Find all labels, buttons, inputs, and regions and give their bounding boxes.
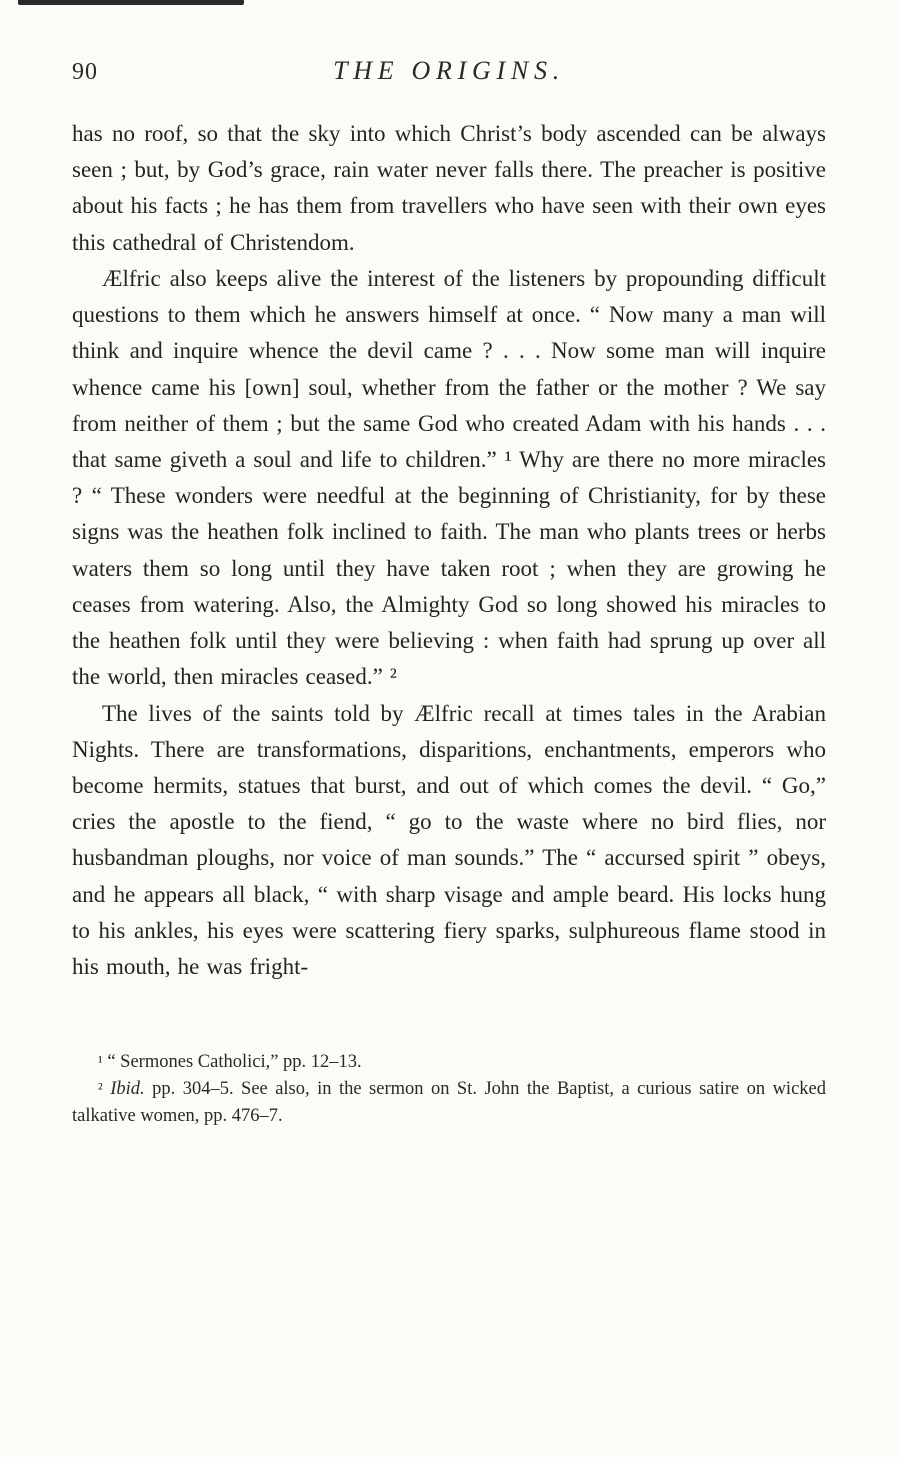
page-number: 90 (72, 59, 98, 85)
footnote-marker: ² (98, 1081, 103, 1099)
footnote-text: pp. 304–5. See also, in the sermon on St. John the Baptist, a curious satire on wicked talkative women, pp. 476–7. (72, 1079, 826, 1127)
page-header (72, 56, 826, 86)
running-title: THE ORIGINS. (333, 56, 565, 85)
paragraph-continuation: has no roof, so that the sky into which Christ’s body ascended can be always seen ; but, by God’s grace, rain water never falls there. The preacher is positive about his facts ; he has them from travellers who have seen with their own eyes this cathedral of Christendom. (72, 121, 826, 255)
footnote-1 (72, 1049, 826, 1076)
footnotes (72, 1049, 826, 1130)
body-text (72, 116, 826, 985)
paragraph: Ælfric also keeps alive the interest of the listeners by propounding difficult questions to them which he answers himself at once. “ Now many a man will think and inquire whence the devil came ? . . . Now some man will inquire whence came his [own] soul, whether from the father or the mother ? We say from neither of them ; but the same God who created Adam with his hands . . . that same giveth a soul and life to children.” ¹ Why are there no more miracles ? “ These wonders were needful at the beginning of Christianity, for by these signs was the heathen folk inclined to faith. The man who plants trees or herbs waters them so long until they have taken root ; when they are growing he ceases from watering. Also, the Almighty God so long showed his miracles to the heathen folk until they were believing : when faith had sprung up over all the world, then miracles ceased.” ² (72, 265, 826, 690)
footnote-marker: ¹ (98, 1054, 103, 1072)
scan-edge-artifact (18, 0, 244, 5)
footnote-italic-citation: Ibid. (110, 1079, 145, 1100)
footnote-2 (72, 1076, 826, 1130)
paragraph: The lives of the saints told by Ælfric recall at times tales in the Arabian Nights. There are transformations, disparitions, enchantments, emperors who become hermits, statues that burst, and out of which comes the devil. “ Go,” cries the apostle to the fiend, “ go to the waste where no bird flies, nor husbandman ploughs, nor voice of man sounds.” The “ accursed spirit ” obeys, and he appears all black, “ with sharp visage and ample beard. His locks hung to his ankles, his eyes were scattering fiery sparks, sulphureous flame stood in his mouth, he was fright- (72, 700, 826, 980)
footnote-text: “ Sermones Catholici,” pp. 12–13. (107, 1052, 362, 1073)
